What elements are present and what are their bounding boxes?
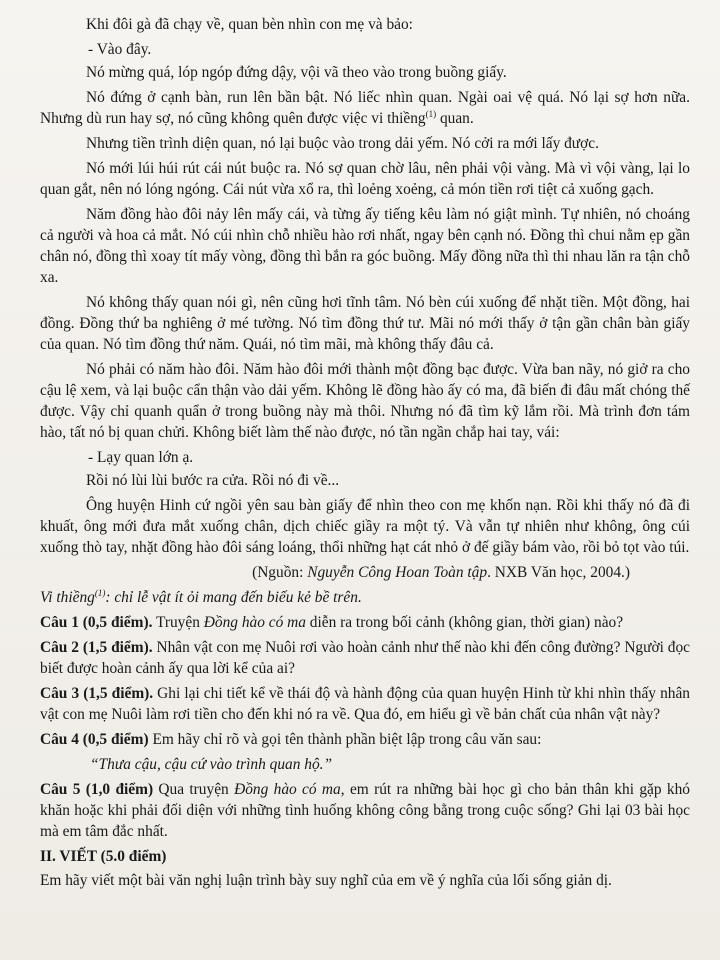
question-4: Câu 4 (0,5 điểm) Em hãy chỉ rõ và gọi tên thành phần biệt lập trong câu văn sau:: [40, 731, 542, 748]
footnote-marker: (1): [425, 108, 437, 119]
source-citation: (Nguồn: Nguyễn Công Hoan Toàn tập. NXB Văn học, 2004.): [252, 564, 630, 581]
story-paragraph: Năm đồng hào đôi nảy lên mấy cái, và từng ấy tiếng kêu làm nó giật mình. Tự nhiên, nó choáng cả người và hoa cả mắt. Nó cúi nhìn chỗ nhiều hào rơi nhất, ngay bên cạnh nó. Đồng thì chui nằm ẹp gần chân nó, đồng thì xoay tít mấy vòng, đồng thì bắn ra góc buồng. Mấy đồng nữa thì thi nhau lăn ra tận chỗ xa.: [40, 206, 690, 286]
story-text: Nó đứng ở cạnh bàn, run lên bần bật. Nó liếc nhìn quan. Ngài oai vệ quá. Nó lại sợ hơn nữa. Nhưng dù run hay sợ, nó cũng không quên được việc vi thiềng: [40, 89, 690, 127]
source-book-title: Nguyễn Công Hoan Toàn tập: [307, 564, 488, 581]
story-paragraph: Nó phải có năm hào đôi. Năm hào đôi mới thành một đồng bạc được. Vừa ban nãy, nó giở ra cho cậu lệ xem, và lại buộc cẩn thận vào dải yếm. Không lẽ đồng hào ấy có ma, đã biến đi đâu mất chóng thế được. Vậy chỉ quanh quẩn ở trong buồng này mà thôi. Nhưng nó đã tìm kỹ lắm rồi. Mà trình đơn tám hào, tất nó bị quan chửi. Không biết làm thế nào được, nó tần ngần chắp hai tay, vái:: [40, 361, 690, 441]
question-5: Câu 5 (1,0 điểm) Qua truyện Đồng hào có ma, em rút ra những bài học gì cho bản thân khi gặp khó khăn hoặc khi phải đối diện với những tình huống không công bằng trong cuộc sống? Ghi lại 03 bài học mà em tâm đắc nhất.: [40, 781, 690, 840]
story-title: Đồng hào có ma: [203, 614, 306, 631]
question-3: Câu 3 (1,5 điểm). Ghi lại chi tiết kể về thái độ và hành động của quan huyện Hinh từ khi nhìn thấy nhân vật con mẹ Nuôi làm rơi tiền cho đến khi nó ra về. Qua đó, em hiểu gì về bản chất của nhân vật này?: [40, 685, 690, 723]
story-title: Đồng hào có ma: [234, 781, 341, 798]
question-label: Câu 5 (1,0 điểm): [40, 781, 154, 798]
writing-prompt: Em hãy viết một bài văn nghị luận trình bày suy nghĩ của em về ý nghĩa của lối sống giản dị.: [40, 872, 612, 889]
footnote: Vi thiềng$^{(1)}$: chỉ lễ vật ít ỏi mang đến biếu kẻ bề trên.: [40, 587, 362, 606]
question-2: Câu 2 (1,5 điểm). Nhân vật con mẹ Nuôi rơi vào hoàn cảnh như thế nào khi đến công đường? Người đọc biết được hoàn cảnh ấy qua lời kể của ai?: [40, 639, 690, 677]
question-label: Câu 2 (1,5 điểm).: [40, 639, 153, 656]
story-paragraph: Nhưng tiền trình diện quan, nó lại buộc vào trong dải yếm. Nó cởi ra mới lấy được.: [86, 135, 599, 152]
story-paragraph: Khi đôi gà đã chạy về, quan bèn nhìn con mẹ và bảo:: [86, 16, 413, 33]
story-paragraph: Nó mới lúi húi rút cái nút buộc ra. Nó sợ quan chờ lâu, nên phải vội vàng. Mà vì vội vàng, lại lo quan gắt, nên nó lóng ngóng. Cái nút vừa xổ ra, thì loẻng xoẻng, cả món tiền rơi tiệt cả xuống gạch.: [40, 160, 690, 198]
story-dialogue: - Vào đây.: [88, 41, 152, 58]
story-paragraph: [40, 87, 690, 129]
story-paragraph: Ông huyện Hinh cứ ngồi yên sau bàn giấy để nhìn theo con mẹ khốn nạn. Rồi khi thấy nó đã đi khuất, ông mới đưa mắt xuống chân, dịch chiếc giầy ra một tý. Và vẫn tự nhiên như không, ông cúi xuống thò tay, nhặt đồng hào đôi sáng loáng, thổi những hạt cát nhỏ ở đế giầy bám vào, rồi bỏ tọt vào túi.: [40, 497, 690, 556]
section-heading: II. VIẾT (5.0 điểm): [40, 848, 167, 865]
question-1: Câu 1 (0,5 điểm). Truyện Đồng hào có ma diễn ra trong bối cảnh (không gian, thời gian) nào?: [40, 614, 624, 631]
question-4-quote: “Thưa cậu, cậu cứ vào trình quan hộ.”: [90, 756, 333, 773]
question-label: Câu 4 (0,5 điểm): [40, 731, 149, 748]
question-label: Câu 3 (1,5 điểm).: [40, 685, 154, 702]
question-label: Câu 1 (0,5 điểm).: [40, 614, 153, 631]
story-paragraph: Nó không thấy quan nói gì, nên cũng hơi tĩnh tâm. Nó bèn cúi xuống để nhặt tiền. Một đồng, hai đồng. Đồng thứ ba nghiêng ở mé tường. Nó tìm đồng thứ tư. Mãi nó mới thấy ở tận gần chân bàn giấy của quan. Nó tìm đồng thứ năm. Quái, nó tìm mãi, mà không thấy đâu cả.: [40, 294, 690, 353]
story-paragraph: Rồi nó lùi lùi bước ra cửa. Rồi nó đi về...: [86, 472, 340, 489]
story-dialogue: - Lạy quan lớn ạ.: [88, 449, 194, 466]
story-paragraph: Nó mừng quá, lóp ngóp đứng dậy, vội vã theo vào trong buồng giấy.: [86, 64, 507, 81]
story-text: quan.: [436, 110, 474, 127]
